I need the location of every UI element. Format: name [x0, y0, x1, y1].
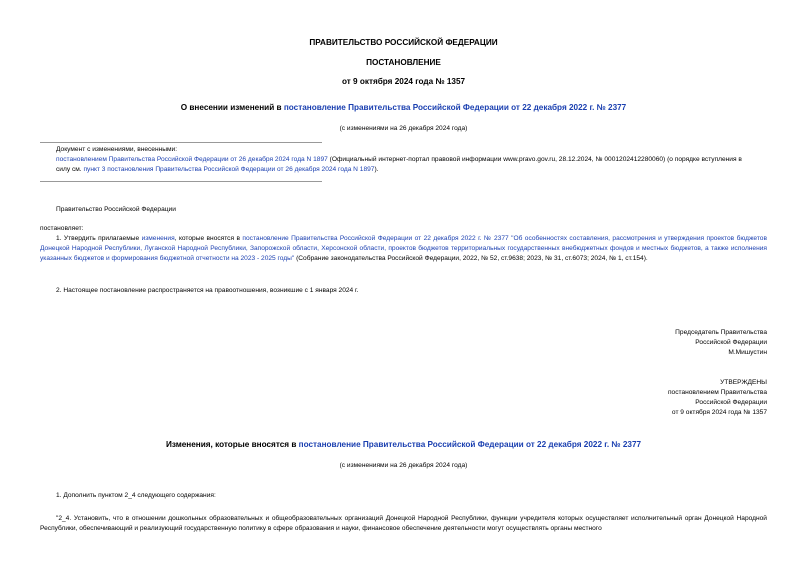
p1-text-b: , которые вносятся в	[174, 235, 243, 242]
signature-block	[467, 328, 767, 358]
changes-note-link-1[interactable]: постановлением Правительства Российской Федерации от 26 декабря 2024 года N 1897	[56, 156, 328, 163]
note-bottom-rule	[40, 181, 322, 182]
change-item-1: 1. Дополнить пунктом 2_4 следующего содержания:	[56, 492, 216, 499]
changes-title-revision: (с изменениями на 26 декабря 2024 года)	[339, 462, 468, 469]
changes-note-link-2[interactable]: пункт 3 постановления Правительства Российской Федерации от 26 декабря 2024 года N 1897	[83, 166, 375, 173]
title-revision: (с изменениями на 26 декабря 2024 года)	[339, 125, 468, 132]
signature-name: М.Мишустин	[728, 349, 767, 356]
changes-title-prefix: Изменения, которые вносятся в	[165, 440, 299, 449]
approved-heading: УТВЕРЖДЕНЫ	[720, 379, 767, 386]
changes-title-link[interactable]: постановление Правительства Российской Федерации от 22 декабря 2022 г. № 2377	[298, 440, 642, 449]
p1-text-a: 1. Утвердить прилагаемые	[56, 235, 142, 242]
change-quote: "2_4. Установить, что в отношении дошкольных образовательных и общеобразовательных организаций Донецкой Народной Республики, функции учредителя которых осуществляет исполнительный орган Донецкой Народной Республики, обеспечивающий и реализующий государственную политику в сфере образования и науки, финансовое обеспечение деятельности могут осуществлять органы местного	[40, 515, 767, 532]
document-type: ПОСТАНОВЛЕНИЕ	[366, 58, 441, 67]
government-heading: ПРАВИТЕЛЬСТВО РОССИЙСКОЙ ФЕДЕРАЦИИ	[309, 38, 498, 47]
title-link[interactable]: постановление Правительства Российской Федерации от 22 декабря 2022 г. № 2377	[283, 103, 627, 112]
document-date-number: от 9 октября 2024 года № 1357	[341, 77, 466, 86]
changes-note-end: ).	[374, 166, 379, 173]
signature-title: Председатель Правительства	[675, 329, 767, 336]
decides-line: постановляет:	[40, 225, 84, 232]
p1-link-decree[interactable]: постановление Правительства Российской Федерации от 22 декабря 2022 г. № 2377 "Об особенностях составления, рассмотрения и утверждения проектов бюджетов Донецкой Народной Республики, Луганской Народной Республики, Запорожской области, Херсонской области, проектов бюджетов территориальных государственных внебюджетных фондов и местных бюджетов, а также исполнения указанных бюджетов и формирования бюджетной отчетности на 2023 - 2025 годы"	[40, 235, 767, 262]
approved-country: Российской Федерации	[695, 399, 767, 406]
document-title	[0, 103, 807, 112]
paragraph-2: 2. Настоящее постановление распространяется на правоотношения, возникшие с 1 января 2024 г.	[56, 287, 359, 294]
note-top-rule	[40, 142, 322, 143]
changes-note-source: (Официальный интернет-портал правовой информации www.pravo.gov.ru, 28.12.2024, № 0001202412280060) (о порядке вступления в силу см.	[56, 156, 742, 173]
changes-note-text	[56, 155, 756, 175]
title-prefix: О внесении изменений в	[180, 103, 284, 112]
p1-text-c: (Собрание законодательства Российской Федерации, 2022, № 52, ст.9638; 2023, № 31, ст.6073; 2024, № 1, ст.154).	[294, 255, 648, 262]
approved-by: постановлением Правительства	[667, 389, 767, 396]
paragraph-1	[40, 234, 767, 264]
government-line: Правительство Российской Федерации	[56, 206, 176, 213]
changes-note	[56, 145, 756, 175]
changes-title	[0, 440, 807, 449]
changes-note-heading: Документ с изменениями, внесенными:	[56, 146, 178, 153]
p1-link-changes[interactable]: изменения	[141, 235, 175, 242]
approved-date: от 9 октября 2024 года № 1357	[671, 409, 767, 416]
signature-country: Российской Федерации	[695, 339, 767, 346]
approved-block	[467, 378, 767, 418]
